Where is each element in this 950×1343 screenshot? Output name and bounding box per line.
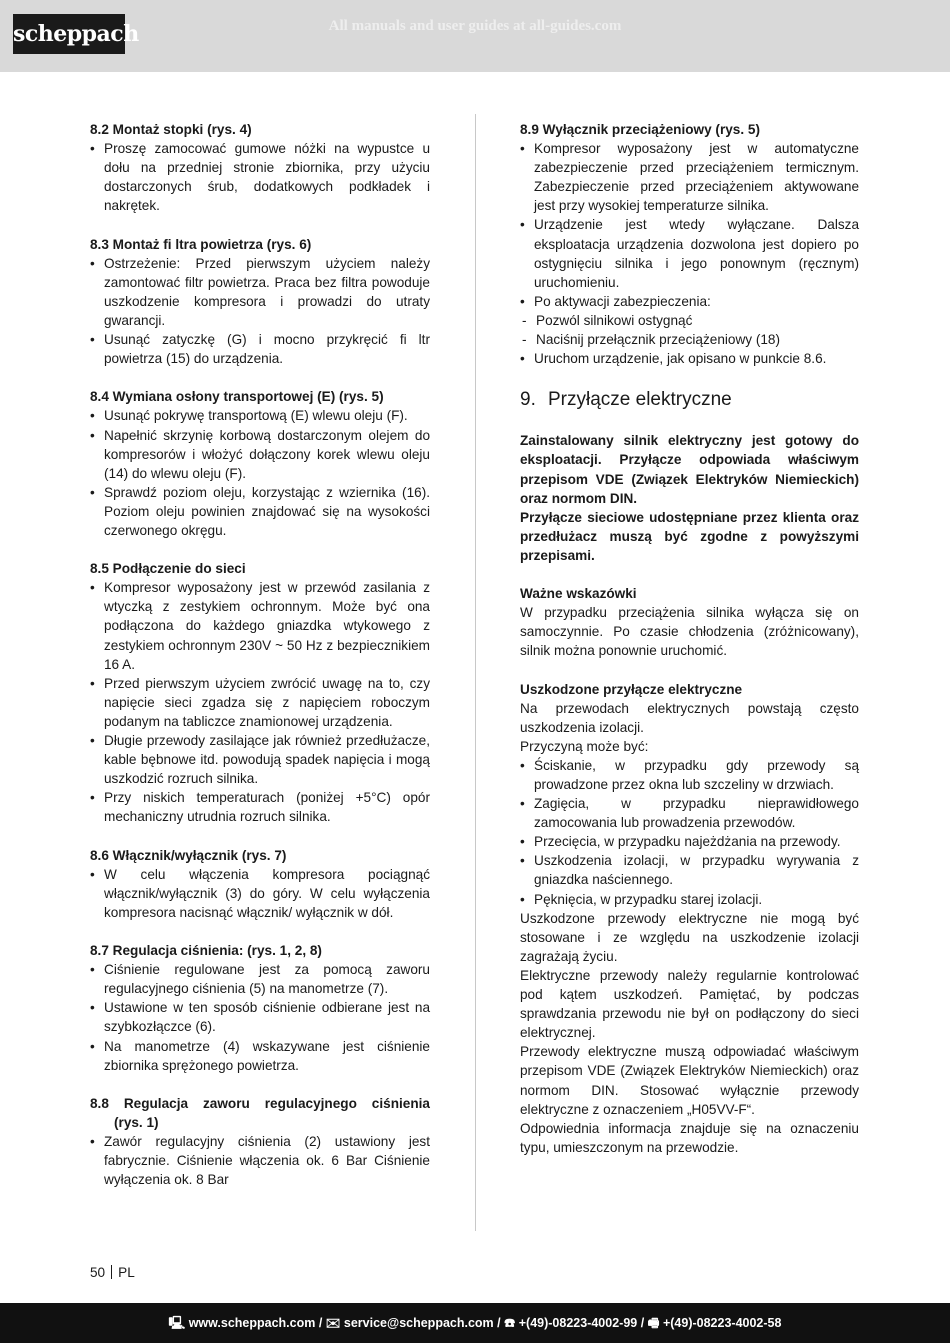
list-item: • Urządzenie jest wtedy wyłączane. Dalsza eksploatacja urządzenia dozwolona jest dopiero po ostygnięciu silnika i jego ponownym (ręcznym) uruchomieniu. xyxy=(520,215,859,291)
chapter-number: 9. xyxy=(520,389,536,411)
section-8-9 xyxy=(520,120,859,368)
list-item: • Ciśnienie regulowane jest za pomocą zaworu regulacyjnego ciśnienia (5) na manometrze (7). xyxy=(90,960,430,998)
section-heading: 8.2 Montaż stopki (rys. 4) xyxy=(90,122,252,137)
footer-fax: +(49)-08223-4002-58 xyxy=(662,1316,782,1330)
bullet-list xyxy=(520,139,859,368)
page-header xyxy=(0,0,950,72)
section-8-4 xyxy=(90,387,430,540)
list-item: • Przed pierwszym użyciem zwrócić uwagę na to, czy napięcie sieci zgadza się z napięciem roboczym podanym na tabliczce znamionowej urządzenia. xyxy=(90,674,430,731)
page-number xyxy=(90,1265,135,1280)
page-number-separator xyxy=(111,1265,112,1279)
paragraph: Elektryczne przewody należy regularnie kontrolować pod kątem uszkodzeń. Pamiętać, by podczas sprawdzania przewodu nie był on podłączony do sieci elektrycznej. xyxy=(520,967,859,1041)
footer-separator: / xyxy=(493,1316,505,1330)
list-item: • Pęknięcia, w przypadku starej izolacji. xyxy=(520,890,859,909)
bullet-list xyxy=(90,139,430,215)
section-heading: Uszkodzone przyłącze elektryczne xyxy=(520,681,743,697)
paragraph: Przyczyną może być: xyxy=(520,738,649,754)
list-item: • Długie przewody zasilające jak również przedłużacze, kable bębnowe itd. powodują spadek napięcia i mogą uszkodzić rozruch silnika. xyxy=(90,731,430,788)
column-divider xyxy=(475,114,476,1231)
list-item: • Zawór regulacyjny ciśnienia (2) ustawiony jest fabrycznie. Ciśnienie włączenia ok. 6 Bar Ciśnienie wyłączenia ok. 8 Bar xyxy=(90,1132,430,1189)
fax-icon: 🖷 xyxy=(647,1316,660,1330)
page-footer xyxy=(0,1303,950,1343)
section-heading: 8.8 Regulacja zaworu regulacyjnego ciśnienia xyxy=(90,1095,430,1111)
envelope-icon: ✉ xyxy=(325,1316,341,1330)
watermark-text: All manuals and user guides at all-guides.com xyxy=(328,18,622,34)
chapter-title: Przyłącze elektryczne xyxy=(548,389,732,411)
section-8-5 xyxy=(90,559,430,826)
intro-paragraph: Przyłącze sieciowe udostępniane przez klienta oraz przedłużacz muszą być zgodne z powyższymi przepisami. xyxy=(520,509,859,563)
list-item: • W celu włączenia kompresora pociągnąć włącznik/wyłącznik (3) do góry. W celu wyłączenia kompresora nacisnąć włącznik/ wyłącznik w dół. xyxy=(90,865,430,922)
intro-paragraph: Zainstalowany silnik elektryczny jest gotowy do eksploatacji. Przyłącze odpowiada właściwym przepisom VDE (Związek Elektryków Niemieckich) oraz normom DIN. xyxy=(520,433,859,506)
intro-block xyxy=(520,431,859,565)
right-column xyxy=(520,120,859,1176)
bullet-list xyxy=(90,254,430,369)
sub-list-item: - Pozwól silnikowi ostygnąć xyxy=(520,311,859,330)
list-item: • Uruchom urządzenie, jak opisano w punkcie 8.6. xyxy=(520,349,859,368)
section-heading: 8.7 Regulacja ciśnienia: (rys. 1, 2, 8) xyxy=(90,943,322,959)
footer-separator: / xyxy=(637,1316,648,1330)
paragraph: Przewody elektryczne muszą odpowiadać właściwym przepisom VDE (Związek Elektryków Niemieckich) oraz normom DIN. Stosować wyłącznie przewody elektryczne z oznaczeniem „H05VV-F“. xyxy=(520,1044,859,1117)
paragraph: Na przewodach elektrycznych powstają często uszkodzenia izolacji. xyxy=(520,700,859,735)
list-item: • Uszkodzenia izolacji, w przypadku wyrywania z gniazdka naściennego. xyxy=(520,851,859,889)
list-item: • Sprawdź poziom oleju, korzystając z wziernika (16). Poziom oleju powinien znajdować się na wysokości czerwonego okręgu. xyxy=(90,483,430,540)
list-item: • Kompresor wyposażony jest w automatyczne zabezpieczenie przed przeciążeniem termicznym. Zabezpieczenie przed przeciążeniem aktywowane jest przy wysokiej temperaturze silnika. xyxy=(520,139,859,215)
list-item: • Po aktywacji zabezpieczenia: xyxy=(520,292,859,311)
section-8-7 xyxy=(90,941,430,1075)
damaged-connection xyxy=(520,680,859,1157)
footer-phone: +(49)-08223-4002-99 xyxy=(518,1316,638,1330)
computer-icon: 🖳 xyxy=(168,1316,186,1330)
list-item: • Przy niskich temperaturach (poniżej +5°C) opór mechaniczny utrudnia rozruch silnika. xyxy=(90,788,430,826)
page-number-value: 50 xyxy=(90,1265,106,1280)
paragraph: Odpowiednia informacja znajduje się na oznaczeniu typu, umieszczonym na przewodzie. xyxy=(520,1120,859,1155)
section-8-3 xyxy=(90,235,430,369)
left-column xyxy=(90,120,430,1208)
footer-email: service@scheppach.com xyxy=(343,1316,494,1330)
section-heading: 8.3 Montaż fi ltra powietrza (rys. 6) xyxy=(90,236,312,252)
list-item: • Zagięcia, w przypadku nieprawidłowego zamocowania lub prowadzenia przewodów. xyxy=(520,794,859,832)
bullet-list xyxy=(520,756,859,909)
bullet-list xyxy=(90,865,430,922)
list-item: • Ustawione w ten sposób ciśnienie odbierane jest na szybkozłączce (6). xyxy=(90,998,430,1036)
page-language: PL xyxy=(118,1265,135,1280)
bullet-list xyxy=(90,960,430,1075)
sub-list-item: - Naciśnij przełącznik przeciążeniowy (18) xyxy=(520,330,859,349)
paragraph: W przypadku przeciążenia silnika wyłącza się on samoczynnie. Po czasie chłodzenia (zróżnicowany), silnik można ponownie uruchomić. xyxy=(520,605,859,659)
list-item: • Proszę zamocować gumowe nóżki na wypustce u dołu na przedniej stronie zbiornika, przy użyciu dostarczonych śrub, dodatkowych podkładek i nakrętek. xyxy=(90,139,430,215)
section-8-8 xyxy=(90,1094,430,1189)
paragraph: Uszkodzone przewody elektryczne nie mogą być stosowane i ze względu na uszkodzenie izolacji zagrażają życiu. xyxy=(520,910,859,964)
section-heading: Ważne wskazówki xyxy=(520,586,637,602)
section-heading-continued: (rys. 1) xyxy=(114,1114,159,1130)
section-heading: 8.6 Włącznik/wyłącznik (rys. 7) xyxy=(90,847,287,863)
list-item: • Kompresor wyposażony jest w przewód zasilania z wtyczką z zestykiem ochronnym. Może być ona podłączona do każdego gniazdka wtykowego z zestykiem ochronnym 230V ~ 50 Hz z bezpiecznikiem 16 A. xyxy=(90,578,430,673)
bullet-list xyxy=(90,406,430,540)
section-heading: 8.9 Wyłącznik przeciążeniowy (rys. 5) xyxy=(520,122,761,137)
list-item: • Usunąć zatyczkę (G) i mocno przykręcić fi ltr powietrza (15) do urządzenia. xyxy=(90,330,430,368)
list-item: • Napełnić skrzynię korbową dostarczonym olejem do kompresorów i włożyć dołączony korek wlewu oleju (14) do wlewu oleju (F). xyxy=(90,426,430,483)
bullet-list xyxy=(90,1132,430,1189)
important-notes xyxy=(520,584,859,660)
list-item: • Ściskanie, w przypadku gdy przewody są prowadzone przez okna lub szczeliny w drzwiach. xyxy=(520,756,859,794)
list-item: • Na manometrze (4) wskazywane jest ciśnienie zbiornika sprężonego powietrza. xyxy=(90,1037,430,1075)
section-8-2 xyxy=(90,120,430,215)
brand-logo: scheppach xyxy=(13,14,125,54)
list-item: • Usunąć pokrywę transportową (E) wlewu oleju (F). xyxy=(90,406,430,425)
section-heading: 8.5 Podłączenie do sieci xyxy=(90,561,246,577)
chapter-heading xyxy=(520,387,859,413)
footer-website: www.scheppach.com xyxy=(188,1316,316,1330)
footer-separator: / xyxy=(315,1316,326,1330)
phone-icon: ☎ xyxy=(504,1316,516,1330)
list-item: • Ostrzeżenie: Przed pierwszym użyciem należy zamontować filtr powietrza. Praca bez filtra powoduje uszkodzenie kompresora i prowadzi do utraty gwarancji. xyxy=(90,254,430,330)
section-8-6 xyxy=(90,846,430,922)
list-item: • Przecięcia, w przypadku najeżdżania na przewody. xyxy=(520,832,859,851)
bullet-list xyxy=(90,578,430,826)
section-heading: 8.4 Wymiana osłony transportowej (E) (rys. 5) xyxy=(90,389,384,405)
